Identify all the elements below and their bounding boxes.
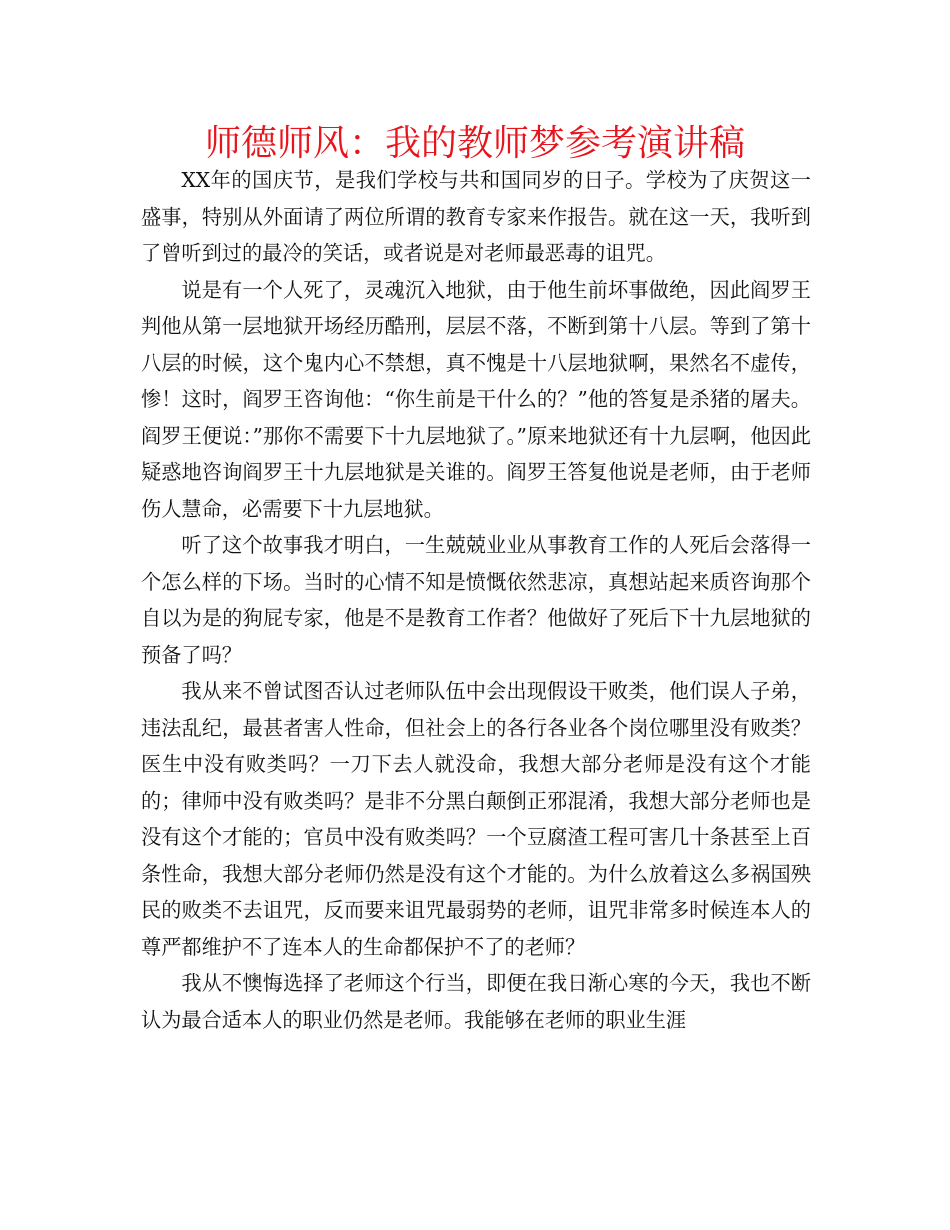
paragraph-3: 听了这个故事我才明白，一生兢兢业业从事教育工作的人死后会落得一个怎么样的下场。当时的心情不知是愤慨依然悲凉，真想站起来质咨询那个自以为是的狗屁专家，他是不是教育工作者？他做好了死后下十九层地狱的预备了吗？ bbox=[141, 533, 811, 667]
paragraph-1: XX年的国庆节，是我们学校与共和国同岁的日子。学校为了庆贺这一盛事，特别从外面请了两位所谓的教育专家来作报告。就在这一天，我听到了曾听到过的最冷的笑话，或者说是对老师最恶毒的诅咒。 bbox=[141, 168, 811, 265]
document-title: 师德师风：我的教师梦参考演讲稿 bbox=[204, 123, 745, 164]
paragraph-5: 我从不懊悔选择了老师这个行当，即便在我日渐心寒的今天，我也不断认为最合适本人的职业仍然是老师。我能够在老师的职业生涯 bbox=[141, 971, 811, 1032]
paragraph-4: 我从来不曾试图否认过老师队伍中会出现假设干败类，他们误人子弟，违法乱纪，最甚者害人性命，但社会上的各行各业各个岗位哪里没有败类？医生中没有败类吗？一刀下去人就没命，我想大部分老师是没有这个才能的；律师中没有败类吗？是非不分黑白颠倒正邪混淆，我想大部分老师也是没有这个才能的；官员中没有败类吗？一个豆腐渣工程可害几十条甚至上百条性命，我想大部分老师仍然是没有这个才能的。为什么放着这么多祸国殃民的败类不去诅咒，反而要来诅咒最弱势的老师，诅咒非常多时候连本人的尊严都维护不了连本人的生命都保护不了的老师？ bbox=[141, 679, 811, 959]
paragraph-2: 说是有一个人死了，灵魂沉入地狱，由于他生前坏事做绝，因此阎罗王判他从第一层地狱开场经历酷刑，层层不落，不断到第十八层。等到了第十八层的时候，这个鬼内心不禁想，真不愧是十八层地狱啊，果然名不虚传，惨！这时，阎罗王咨询他：“你生前是干什么的？”他的答复是杀猪的屠夫。阎罗王便说：”那你不需要下十九层地狱了。”原来地狱还有十九层啊，他因此疑惑地咨询阎罗王十九层地狱是关谁的。阎罗王答复他说是老师，由于老师伤人慧命，必需要下十九层地狱。 bbox=[141, 277, 811, 521]
document-body bbox=[141, 162, 811, 1038]
